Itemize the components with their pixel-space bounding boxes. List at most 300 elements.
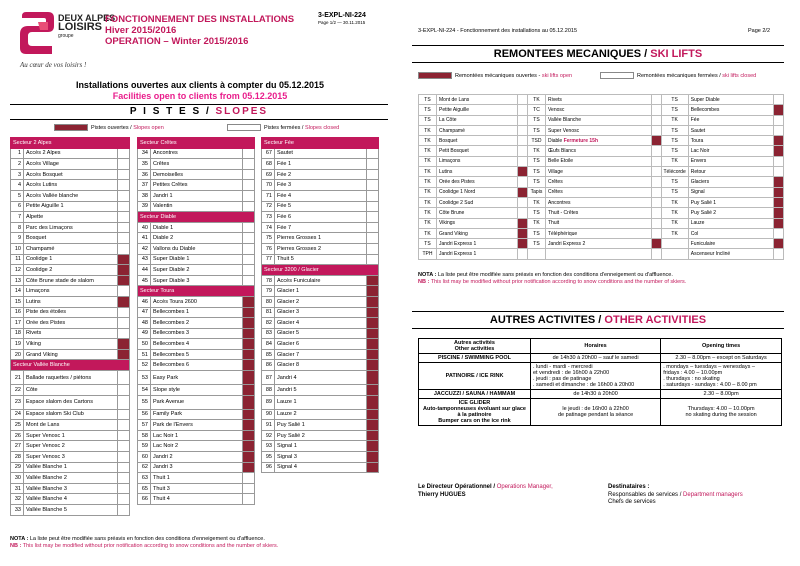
slope-status — [118, 494, 130, 505]
sector-header-row — [11, 138, 130, 149]
slope-number: 89 — [262, 395, 275, 409]
slope-status — [367, 409, 379, 420]
lift-type: TK — [419, 197, 437, 207]
slope-name: Parc des Limaçons — [24, 222, 118, 233]
lift-type: Tapis — [527, 187, 545, 197]
lift-status — [774, 228, 784, 238]
logo-group: groupe — [58, 33, 74, 39]
slope-status — [118, 275, 130, 286]
slope-name: Fée 2 — [275, 169, 367, 180]
lift-status — [517, 136, 527, 146]
lift-row — [419, 228, 784, 238]
activity-opening: . mondays – tuesdays – wenesdays – fridays : 4.00 – 10.00pm . thursdays : no skating . saturdays - sundays : 4.00 – 8.00 pm — [661, 363, 782, 390]
slope-name: Signal 1 — [275, 441, 367, 452]
lift-name: Coolidge 1 Nord — [437, 187, 518, 197]
slope-row — [138, 148, 255, 159]
lift-type — [661, 249, 688, 259]
slope-name: Vallée Blanche 4 — [24, 494, 118, 505]
activity-hours: de 14h30 à 20h00 – sauf le samedi — [531, 354, 661, 363]
slope-row — [262, 349, 379, 360]
lift-type: TK — [661, 208, 688, 218]
lift-status — [651, 218, 661, 228]
lift-type: TS — [661, 125, 688, 135]
slope-status — [367, 286, 379, 297]
slope-row — [11, 222, 130, 233]
lift-status — [651, 125, 661, 135]
slope-name: Accès Bosquet — [24, 169, 118, 180]
slope-number: 74 — [262, 222, 275, 233]
slope-name: Glacier 7 — [275, 349, 367, 360]
slope-row — [138, 222, 255, 233]
slope-row — [138, 328, 255, 339]
slope-name: Bellecombes 6 — [151, 360, 243, 371]
slope-number: 93 — [262, 441, 275, 452]
lift-status — [651, 105, 661, 115]
slope-name: Petite Aiguille 1 — [24, 201, 118, 212]
lift-name — [545, 136, 651, 146]
slope-name: Bosquet — [24, 233, 118, 244]
lift-name: Col — [688, 228, 773, 238]
slope-number: 41 — [138, 233, 151, 244]
slope-status — [118, 190, 130, 201]
slope-status — [367, 222, 379, 233]
sector-header: Secteur Fée — [262, 138, 379, 149]
slope-number: 47 — [138, 307, 151, 318]
slope-name: Fée 1 — [275, 159, 367, 170]
slope-number: 15 — [11, 296, 24, 307]
slope-row — [262, 201, 379, 212]
slope-status — [118, 328, 130, 339]
slope-number: 81 — [262, 307, 275, 318]
slope-status — [367, 318, 379, 329]
slope-row — [138, 307, 255, 318]
title-line-1: FONCTIONNEMENT DES INSTALLATIONS — [105, 14, 295, 25]
lift-type: TSD — [527, 136, 545, 146]
slope-row — [138, 349, 255, 360]
pistes-title-fr: P I S T E S / — [129, 106, 211, 117]
lift-name — [545, 249, 651, 259]
slope-number: 67 — [262, 148, 275, 159]
lift-name: Rivets — [545, 95, 651, 105]
activity-opening: Thursdays: 4.00 – 10.00pm no skating during the session — [661, 399, 782, 426]
pistes-legend-closed: Pistes fermées / Slopes closed — [227, 124, 339, 131]
slope-status — [243, 483, 255, 494]
lift-row — [419, 177, 784, 187]
slope-number: 96 — [262, 462, 275, 473]
lift-name: Lutins — [437, 167, 518, 177]
lift-type: TS — [661, 187, 688, 197]
slope-name: Piste des étoiles — [24, 307, 118, 318]
lift-type: TK — [419, 156, 437, 166]
pistes-legend-open: Pistes ouvertes / Slopes open — [54, 124, 164, 131]
activity-name: PATINOIRE / ICE RINK — [419, 363, 531, 390]
slope-number: 84 — [262, 339, 275, 350]
slope-status — [367, 190, 379, 201]
lift-type: TC — [527, 105, 545, 115]
slope-status — [243, 265, 255, 276]
pistes-table-col2 — [137, 137, 255, 505]
slope-number: 32 — [11, 494, 24, 505]
slope-number: 76 — [262, 243, 275, 254]
slope-number: 30 — [11, 473, 24, 484]
slope-name: Petites Crêtes — [151, 180, 243, 191]
lift-status — [651, 228, 661, 238]
slope-number: 63 — [138, 473, 151, 484]
logo-brand: DEUX ALPES — [58, 13, 116, 23]
lift-name: Coolidge 2 Sud — [437, 197, 518, 207]
subtitle-en: Facilities open to clients from 05.12.2015 — [112, 91, 288, 101]
slope-row — [262, 222, 379, 233]
slope-row — [138, 409, 255, 420]
lift-status — [517, 239, 527, 249]
slope-name: Jandri 5 — [275, 385, 367, 396]
slope-name: Park de l'Envers — [151, 420, 243, 431]
slope-status — [367, 212, 379, 223]
lift-row — [419, 218, 784, 228]
slope-row — [138, 180, 255, 191]
slope-row — [262, 430, 379, 441]
activity-name: ICE GLIDER Auto-tamponneuses évoluant sur glace à la patinoire Bumper cars on the ice rink — [419, 399, 531, 426]
slope-status — [243, 190, 255, 201]
lift-status — [517, 167, 527, 177]
slope-status — [118, 222, 130, 233]
slope-status — [367, 441, 379, 452]
slope-row — [11, 201, 130, 212]
activities-table — [418, 338, 782, 426]
lift-type: TK — [527, 218, 545, 228]
slope-status — [118, 441, 130, 452]
slope-number: 40 — [138, 222, 151, 233]
lift-status — [517, 228, 527, 238]
slope-number: 10 — [11, 243, 24, 254]
pistes-heading — [10, 104, 388, 120]
slope-status — [118, 254, 130, 265]
lift-type: TK — [419, 218, 437, 228]
lift-type — [661, 239, 688, 249]
slope-row — [11, 505, 130, 516]
right-page-number: Page 2/2 — [748, 28, 771, 34]
slope-row — [262, 360, 379, 371]
slope-status — [118, 452, 130, 463]
slope-row — [11, 420, 130, 431]
slope-row — [262, 296, 379, 307]
slope-row — [138, 430, 255, 441]
slope-status — [243, 420, 255, 431]
activity-opening: 2.30 – 8.00pm — [661, 390, 782, 399]
slope-row — [138, 494, 255, 505]
slope-row — [138, 233, 255, 244]
slope-name: Vallée Blanche 5 — [24, 505, 118, 516]
slope-status — [243, 339, 255, 350]
slope-number: 70 — [262, 180, 275, 191]
slope-status — [243, 473, 255, 484]
lift-status — [651, 95, 661, 105]
slope-status — [118, 169, 130, 180]
slope-row — [11, 483, 130, 494]
sector-header: Secteur 2 Alpes — [11, 138, 130, 149]
lift-status — [774, 187, 784, 197]
activities-header-row — [419, 339, 782, 354]
lift-type: TS — [527, 177, 545, 187]
slope-name: Vallée Blanche 3 — [24, 483, 118, 494]
slope-name: Family Park — [151, 409, 243, 420]
slope-row — [11, 296, 130, 307]
slope-row — [262, 371, 379, 385]
lift-name: Vallée Blanche — [545, 115, 651, 125]
lift-status — [774, 167, 784, 177]
slope-number: 35 — [138, 159, 151, 170]
lift-name: Petit Bosquet — [437, 146, 518, 156]
slogan: Au cœur de vos loisirs ! — [20, 61, 87, 69]
slope-number: 6 — [11, 201, 24, 212]
slope-row — [262, 385, 379, 396]
slope-row — [138, 275, 255, 286]
lift-row — [419, 95, 784, 105]
slope-number: 86 — [262, 360, 275, 371]
lift-row — [419, 197, 784, 207]
slope-number: 17 — [11, 318, 24, 329]
slope-row — [11, 473, 130, 484]
slope-name: Pierres Grosses 2 — [275, 243, 367, 254]
lift-type: TS — [419, 115, 437, 125]
lift-name: Vikings — [437, 218, 518, 228]
slope-number: 44 — [138, 265, 151, 276]
lift-row — [419, 208, 784, 218]
lift-status — [517, 125, 527, 135]
lift-status — [651, 136, 661, 146]
lift-name: Bosquet — [437, 136, 518, 146]
slope-name: Ballade raquettes / piétons — [24, 371, 118, 385]
slope-row — [138, 420, 255, 431]
sector-header-row — [262, 265, 379, 276]
slope-name: Super Diable 3 — [151, 275, 243, 286]
lift-name: Crêtes — [545, 187, 651, 197]
autres-heading: AUTRES ACTIVITES / OTHER ACTIVITIES — [412, 311, 784, 329]
slope-status — [243, 430, 255, 441]
lift-status — [517, 146, 527, 156]
slope-status — [243, 222, 255, 233]
lift-name: Belle Etoile — [545, 156, 651, 166]
slope-number: 34 — [138, 148, 151, 159]
slope-name: Lac Noir 1 — [151, 430, 243, 441]
lift-name: Orée des Pistes — [437, 177, 518, 187]
slope-number: 91 — [262, 420, 275, 431]
lift-name: Œufs Blancs — [545, 146, 651, 156]
lift-row — [419, 136, 784, 146]
lift-status — [651, 167, 661, 177]
lift-type: TS — [661, 146, 688, 156]
slope-number: 65 — [138, 483, 151, 494]
lift-name: Lac Noir — [688, 146, 773, 156]
slope-row — [138, 318, 255, 329]
sector-header: Secteur Diable — [138, 212, 255, 223]
slope-number: 1 — [11, 148, 24, 159]
slope-status — [118, 159, 130, 170]
slope-name: Fée 7 — [275, 222, 367, 233]
slope-name: Glacier 1 — [275, 286, 367, 297]
pistes-title-en: SLOPES — [215, 106, 269, 117]
sector-header-row — [262, 138, 379, 149]
lift-name: Ancontres — [545, 197, 651, 207]
slope-name: Viking — [24, 339, 118, 350]
slope-name: Bellecombes 1 — [151, 307, 243, 318]
activity-name: PISCINE / SWIMMING POOL — [419, 354, 531, 363]
slope-row — [262, 243, 379, 254]
activity-row — [419, 354, 782, 363]
slope-status — [118, 296, 130, 307]
slope-name: Grand Viking — [24, 349, 118, 360]
slope-number: 83 — [262, 328, 275, 339]
slope-number: 21 — [11, 371, 24, 385]
slope-status — [243, 360, 255, 371]
slope-name: Vallée Blanche 1 — [24, 462, 118, 473]
slope-name: Fée 6 — [275, 212, 367, 223]
slope-name: Lauze 1 — [275, 395, 367, 409]
slope-status — [243, 371, 255, 385]
lift-row — [419, 156, 784, 166]
lift-name: Glaciers — [688, 177, 773, 187]
slope-status — [367, 395, 379, 409]
lift-type: TS — [661, 105, 688, 115]
slope-name: Pierres Grosses 1 — [275, 233, 367, 244]
slope-row — [11, 452, 130, 463]
slope-row — [138, 265, 255, 276]
slope-status — [118, 385, 130, 396]
slope-status — [243, 409, 255, 420]
lift-type: TS — [527, 156, 545, 166]
director-block: Le Directeur Opérationnel / Operations Manager, Thierry HUGUES — [418, 484, 553, 498]
slope-status — [118, 318, 130, 329]
slope-row — [11, 169, 130, 180]
lift-type: TS — [527, 239, 545, 249]
slope-name: Park Avenue — [151, 395, 243, 409]
lift-status — [774, 146, 784, 156]
activity-row — [419, 363, 782, 390]
doc-ref: 3-EXPL-NI-224 — [318, 12, 366, 19]
slope-number: 29 — [11, 462, 24, 473]
slope-status — [243, 318, 255, 329]
lift-status — [517, 156, 527, 166]
slope-status — [243, 462, 255, 473]
slope-status — [243, 441, 255, 452]
slope-status — [243, 275, 255, 286]
slope-status — [118, 473, 130, 484]
slope-status — [243, 254, 255, 265]
slope-row — [11, 286, 130, 297]
act-fr: Autres activités — [454, 340, 495, 346]
slope-status — [367, 430, 379, 441]
slope-row — [11, 233, 130, 244]
slope-name: Accès Toura 2600 — [151, 296, 243, 307]
slope-name: Lauze 2 — [275, 409, 367, 420]
sector-header-row — [11, 360, 130, 371]
slope-row — [262, 318, 379, 329]
lift-status — [517, 218, 527, 228]
slope-name: Champamé — [24, 243, 118, 254]
slope-number: 49 — [138, 328, 151, 339]
lift-type: TS — [419, 95, 437, 105]
lifts-note: NOTA : La liste peut être modifiée sans préavis en fonction des conditions d'enneigement ou d'affluence. NB : This list may be modified without prior notification according to snow conditions and the number of skiers. — [418, 272, 687, 285]
lift-name: Champamé — [437, 125, 518, 135]
slope-row — [138, 159, 255, 170]
title-line-3: OPERATION – Winter 2015/2016 — [105, 36, 249, 47]
slope-number: 87 — [262, 371, 275, 385]
slope-status — [243, 233, 255, 244]
slope-row — [138, 483, 255, 494]
lift-row — [419, 115, 784, 125]
lift-name: Sautet — [688, 125, 773, 135]
slope-number: 19 — [11, 339, 24, 350]
slope-name: Thuit 1 — [151, 473, 243, 484]
lift-type: TS — [527, 167, 545, 177]
pistes-note: NOTA : La liste peut être modifiée sans préavis en fonction des conditions d'enneigement ou d'affluence. NB : This list may be modified without prior notification according to snow conditions and the number of skiers. — [10, 536, 279, 549]
slope-number: 27 — [11, 441, 24, 452]
lift-type: TS — [661, 177, 688, 187]
activities-col-open: Opening times — [661, 339, 782, 354]
slope-status — [243, 296, 255, 307]
slope-number: 53 — [138, 371, 151, 385]
slope-row — [11, 409, 130, 420]
slope-row — [262, 328, 379, 339]
slope-name: Bellecombes 5 — [151, 349, 243, 360]
lift-status — [651, 208, 661, 218]
slope-row — [262, 420, 379, 431]
slope-status — [243, 201, 255, 212]
slope-status — [367, 254, 379, 265]
slope-status — [367, 360, 379, 371]
slope-status — [118, 349, 130, 360]
lift-status — [774, 136, 784, 146]
slope-row — [262, 169, 379, 180]
slope-name: Easy Park — [151, 371, 243, 385]
slope-status — [367, 420, 379, 431]
slope-number: 11 — [11, 254, 24, 265]
lift-name: Petite Aiguille — [437, 105, 518, 115]
slope-number: 85 — [262, 349, 275, 360]
slope-number: 13 — [11, 275, 24, 286]
open-swatch — [54, 124, 88, 131]
slope-row — [138, 360, 255, 371]
lift-type: TS — [527, 115, 545, 125]
slope-row — [262, 159, 379, 170]
slope-status — [118, 483, 130, 494]
slope-status — [367, 180, 379, 191]
slope-name: Super Diable 1 — [151, 254, 243, 265]
slope-row — [138, 201, 255, 212]
slope-number: 90 — [262, 409, 275, 420]
lift-name: Téléphérique — [545, 228, 651, 238]
slope-row — [138, 169, 255, 180]
slope-row — [262, 233, 379, 244]
slope-name: Glacier 3 — [275, 307, 367, 318]
slope-number: 25 — [11, 420, 24, 431]
slope-number: 4 — [11, 180, 24, 191]
slope-row — [11, 159, 130, 170]
slope-row — [138, 462, 255, 473]
lift-name-text: Diable — [547, 137, 564, 144]
slope-number: 57 — [138, 420, 151, 431]
slope-row — [11, 494, 130, 505]
lift-type: Télécorde — [661, 167, 688, 177]
lift-status — [651, 177, 661, 187]
slope-number: 59 — [138, 441, 151, 452]
slope-number: 38 — [138, 190, 151, 201]
slope-name: Diable 2 — [151, 233, 243, 244]
slope-number: 36 — [138, 169, 151, 180]
lift-status — [651, 239, 661, 249]
slope-number: 24 — [11, 409, 24, 420]
slope-status — [367, 233, 379, 244]
